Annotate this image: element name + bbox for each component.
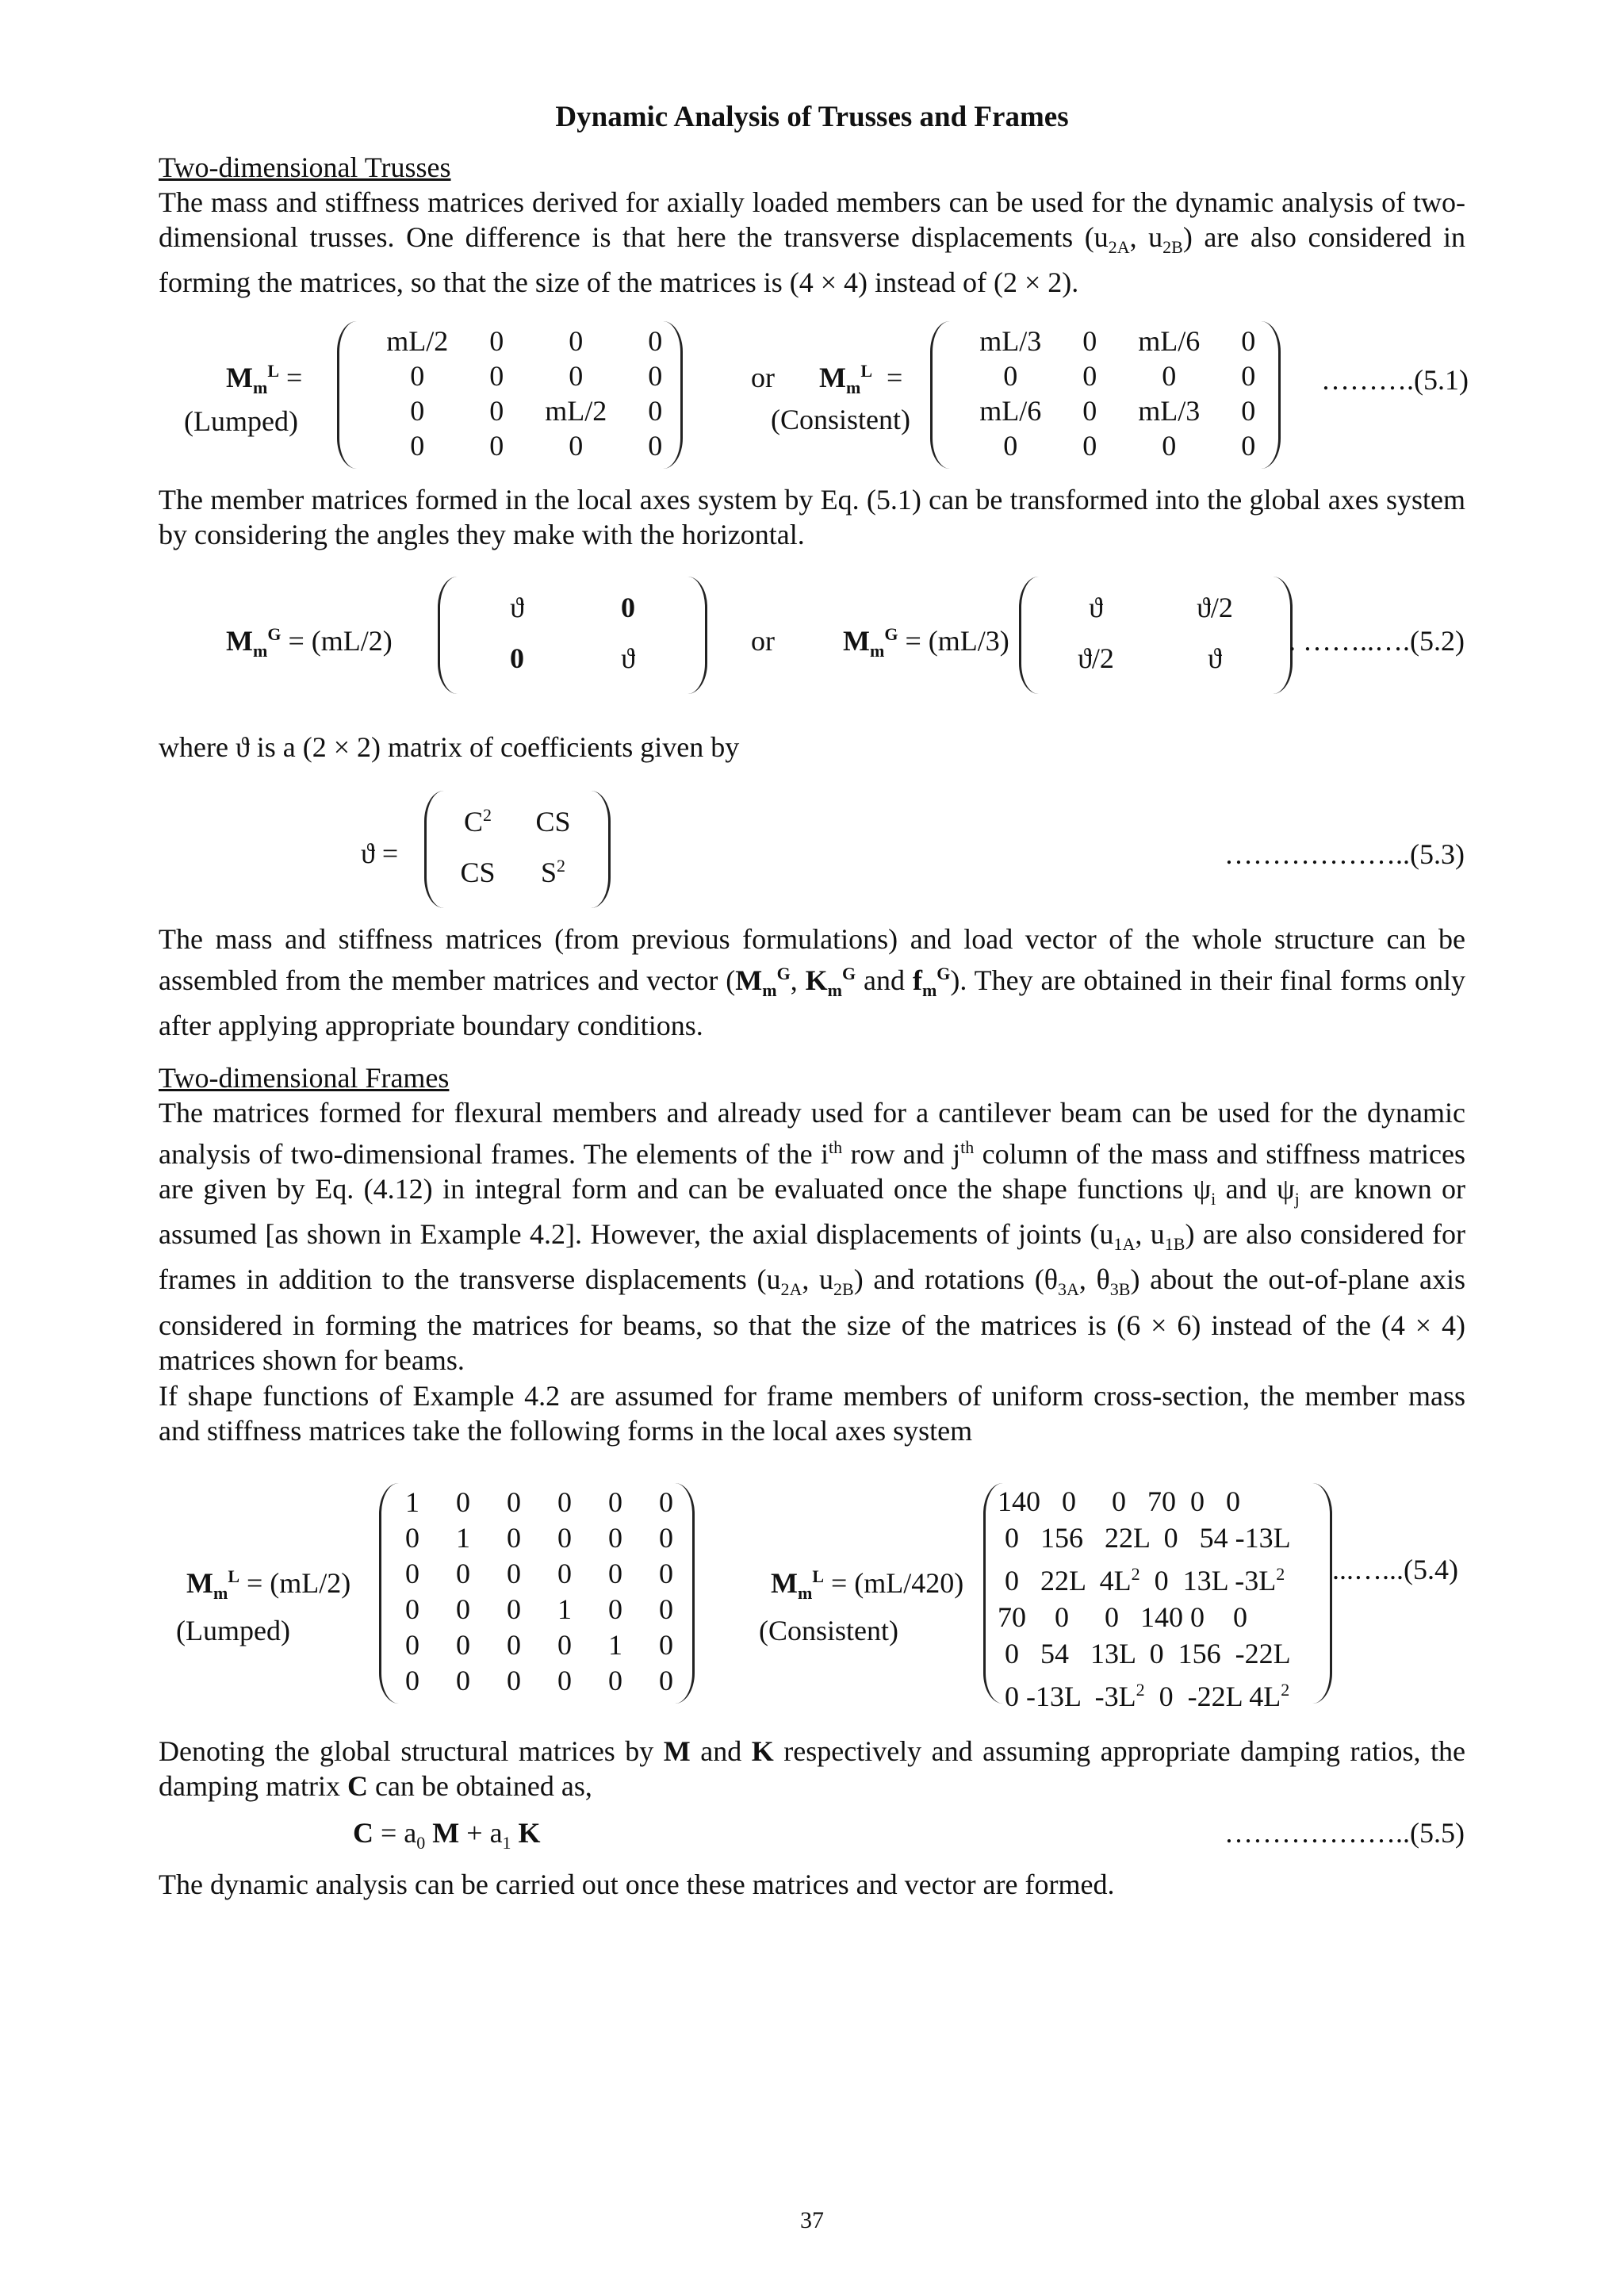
- matrix-cell: 0: [659, 1557, 673, 1589]
- right-bracket: [1261, 321, 1281, 469]
- matrix-cell: 0: [648, 430, 663, 462]
- matrix-cell: ϑ: [510, 592, 524, 624]
- matrix-row: [353, 324, 670, 359]
- eq52-number: . ……..….(5.2): [1289, 625, 1465, 657]
- eq51-label-lumped: (Lumped): [184, 405, 298, 437]
- matrix-cell: 0: [1082, 430, 1097, 462]
- matrix-row: 140 0 0 70 0 0: [998, 1485, 1240, 1517]
- matrix-cell: 1: [608, 1628, 622, 1661]
- matrix-cell: 0: [507, 1485, 521, 1518]
- matrix-cell: 1: [557, 1593, 572, 1625]
- eq54-label-consistent: (Consistent): [759, 1615, 898, 1646]
- eq55-expression: $C = a_0$ $M + a_1$ K: [353, 1817, 541, 1853]
- matrix-cell: ϑ: [621, 642, 635, 675]
- page-number: 37: [800, 2207, 824, 2233]
- matrix-row: [353, 429, 670, 464]
- matrix-cell: $S^2$: [540, 856, 566, 889]
- eq53-matrix: [424, 791, 611, 908]
- matrix-cell: 0: [1162, 360, 1177, 393]
- matrix-cell: 0: [405, 1628, 419, 1661]
- matrix-row: 0 -13L $-3L^2$ 0 -22L $4L^2$: [998, 1680, 1290, 1712]
- matrix-cell: 0: [456, 1485, 470, 1518]
- eq52-matrix-1: [438, 577, 707, 694]
- matrix-cell: 0: [608, 1664, 622, 1696]
- matrix-row: [353, 394, 670, 429]
- matrix-cell: 0: [621, 592, 635, 624]
- page-title: Dynamic Analysis of Trusses and Frames: [555, 101, 1069, 133]
- matrix-cell: 0: [659, 1485, 673, 1518]
- eq52-lhs-2: $M_m^G = (mL/3)$: [843, 624, 1009, 661]
- matrix-cell: 1: [456, 1521, 470, 1554]
- consistent-rows: [998, 1483, 1291, 1715]
- matrix-row: 70 0 0 140 0 0: [998, 1601, 1247, 1633]
- matrix-cell: 0: [456, 1628, 470, 1661]
- matrix-cell: mL/2: [545, 395, 607, 427]
- matrix-row: 0 156 22L 0 54 -13L: [998, 1522, 1291, 1554]
- matrix-cell: 0: [569, 325, 584, 358]
- matrix-cell: 0: [648, 360, 663, 393]
- eq51-number: ……….(5.1): [1321, 364, 1469, 396]
- matrix-cell: 0: [608, 1557, 622, 1589]
- matrix-cell: 0: [405, 1521, 419, 1554]
- matrix-row: 0 22L $4L^2$ 0 13L $-3L^2$: [998, 1564, 1285, 1596]
- trusses-intro-paragraph: The mass and stiffness matrices derived for axially loaded members can be used for the dynamic analysis of two-dimensional trusses. One difference is that here the transverse displacements ($u_{2A}$, $u_{2B}$) are also considered in forming the matrices, so that the size of the matrices is (4 × 4) instead of (2 × 2).: [159, 186, 1465, 299]
- matrix-cell: 0: [1241, 395, 1256, 427]
- eq54-lumped-matrix: [379, 1483, 695, 1704]
- matrix-cell: 0: [557, 1485, 572, 1518]
- matrix-cell: $C^2$: [463, 805, 492, 838]
- matrix-row: 0 54 13L 0 156 -22L: [998, 1638, 1291, 1669]
- matrix-cell: mL/6: [1138, 325, 1201, 358]
- matrix-row: [462, 634, 684, 684]
- matrix-cell: 0: [405, 1593, 419, 1625]
- matrix-cell: mL/6: [979, 395, 1042, 427]
- section-heading-frames: Two-dimensional Frames: [159, 1062, 450, 1094]
- matrix-cell: 0: [569, 430, 584, 462]
- matrix-cell: 0: [456, 1664, 470, 1696]
- matrix-cell: 0: [659, 1664, 673, 1696]
- matrix-cell: 0: [659, 1521, 673, 1554]
- closing-paragraph: The dynamic analysis can be carried out once these matrices and vector are formed.: [159, 1869, 1115, 1900]
- eq52-matrix-2: [1019, 577, 1293, 694]
- matrix-row: [387, 1663, 691, 1699]
- matrix-cell: CS: [535, 806, 571, 838]
- matrix-row: [387, 1520, 691, 1556]
- matrix-row: [387, 1592, 691, 1627]
- matrix-cell: 0: [648, 325, 663, 358]
- matrix-cell: 0: [557, 1557, 572, 1589]
- matrix-cell: 0: [410, 360, 425, 393]
- section-heading-trusses: Two-dimensional Trusses: [159, 151, 451, 183]
- matrix-row: [387, 1627, 691, 1663]
- matrix-cell: 0: [410, 430, 425, 462]
- matrix-row: [946, 359, 1263, 394]
- frames-intro-paragraph: The matrices formed for flexural members and already used for a cantilever beam can be used for the dynamic analysis of two-dimensional frames. The elements of the $i^{th}$ row and $j^{th}$ column of the mass and stiffness matrices are given by Eq. (4.12) in integral form and can be evaluated once the shape functions $\psi_i$ and $\psi_j$ are known or assumed [as shown in Example 4.2]. However, the axial displacements of joints ($u_{1A}$, $u_{1B}$) are also considered for frames in addition to the transverse displacements ($u_{2A}$, $u_{2B}$) and rotations ($\theta_{3A}$, $\theta_{3B}$) about the out-of-plane axis considered in forming the matrices for beams, so that the size of the matrices is (6 × 6) instead of the (4 × 4) matrices shown for beams.: [159, 1097, 1466, 1376]
- matrix-row: [462, 583, 684, 634]
- matrix-row: [946, 394, 1263, 429]
- matrix-cell: 1: [405, 1485, 419, 1518]
- assembly-paragraph: The mass and stiffness matrices (from previous formulations) and load vector of the whole structure can be assembled from the member matrices and vector ($M_m^G$, $K_m^G$ and $f_m^G$). They are obtained in their final forms only after applying appropriate boundary conditions.: [159, 923, 1465, 1042]
- matrix-cell: 0: [1241, 360, 1256, 393]
- matrix-cell: 0: [510, 642, 524, 675]
- eq53-lhs: ϑ =: [361, 838, 399, 869]
- matrix-row: [440, 797, 591, 848]
- matrix-cell: 0: [557, 1664, 572, 1696]
- eq52-or: or: [751, 625, 775, 657]
- right-bracket: [1312, 1483, 1332, 1704]
- theta-definition-text: where ϑ is a (2 × 2) matrix of coefficients given by: [159, 731, 740, 763]
- matrix-cell: 0: [1082, 360, 1097, 393]
- matrix-cell: ϑ: [1208, 642, 1222, 675]
- matrix-cell: CS: [460, 857, 496, 889]
- matrix-cell: ϑ/2: [1197, 592, 1233, 624]
- matrix-cell: 0: [507, 1593, 521, 1625]
- matrix-cell: 0: [557, 1521, 572, 1554]
- matrix-cell: 0: [405, 1664, 419, 1696]
- matrix-row: [946, 324, 1263, 359]
- right-bracket: [591, 791, 611, 908]
- matrix-cell: ϑ: [1089, 592, 1103, 624]
- eq51-consistent-matrix: [930, 321, 1281, 469]
- matrix-cell: 0: [410, 395, 425, 427]
- eq51-label-consistent: (Consistent): [771, 404, 910, 435]
- damping-paragraph: Denoting the global structural matrices by M and K respectively and assuming appropriate damping ratios, the damping matrix C can be obtained as,: [159, 1735, 1465, 1802]
- matrix-row: [353, 359, 670, 394]
- matrix-cell: 0: [557, 1628, 572, 1661]
- eq52-lhs-1: $M_m^G = (mL/2)$: [226, 624, 393, 661]
- matrix-cell: 0: [1082, 395, 1097, 427]
- matrix-cell: 0: [1082, 325, 1097, 358]
- matrix-cell: 0: [507, 1521, 521, 1554]
- matrix-cell: 0: [489, 360, 504, 393]
- matrix-cell: 0: [1003, 360, 1018, 393]
- matrix-cell: 0: [648, 395, 663, 427]
- shape-functions-paragraph: If shape functions of Example 4.2 are assumed for frame members of uniform cross-section, the member mass and stiffness matrices take the following forms in the local axes system: [159, 1380, 1465, 1447]
- matrix-cell: mL/3: [1138, 395, 1201, 427]
- matrix-cell: 0: [1003, 430, 1018, 462]
- eq54-lhs-consistent: $M_m^L = (mL/420)$: [771, 1566, 964, 1604]
- left-bracket: [438, 577, 458, 694]
- matrix-row: [946, 429, 1263, 464]
- matrix-cell: 0: [507, 1664, 521, 1696]
- matrix-cell: mL/2: [386, 325, 449, 358]
- eq54-consistent-matrix: [983, 1483, 1332, 1712]
- matrix-cell: 0: [608, 1521, 622, 1554]
- eq53-number: ………………..(5.3): [1224, 838, 1465, 870]
- eq51-lhs-lumped: $M_m^L$ =: [226, 361, 303, 398]
- eq51-lumped-matrix: [337, 321, 683, 469]
- matrix-cell: 0: [489, 430, 504, 462]
- matrix-row: [387, 1485, 691, 1520]
- matrix-row: [440, 848, 591, 899]
- matrix-row: [387, 1556, 691, 1592]
- matrix-cell: 0: [608, 1593, 622, 1625]
- eq51-or: or: [751, 362, 775, 393]
- matrix-cell: 0: [659, 1628, 673, 1661]
- matrix-cell: 0: [489, 395, 504, 427]
- eq54-lhs-lumped: $M_m^L = (mL/2)$: [186, 1566, 351, 1604]
- matrix-cell: 0: [507, 1557, 521, 1589]
- matrix-cell: 0: [489, 325, 504, 358]
- matrix-cell: 0: [1241, 325, 1256, 358]
- matrix-row: [1036, 583, 1274, 634]
- matrix-cell: ϑ/2: [1078, 642, 1114, 675]
- matrix-cell: mL/3: [979, 325, 1042, 358]
- matrix-cell: 0: [1241, 430, 1256, 462]
- eq55-number: ………………..(5.5): [1224, 1817, 1465, 1849]
- matrix-cell: 0: [659, 1593, 673, 1625]
- matrix-cell: 0: [456, 1593, 470, 1625]
- matrix-cell: 0: [608, 1485, 622, 1518]
- right-bracket: [688, 577, 707, 694]
- eq54-number: ...…...(5.4): [1332, 1554, 1458, 1585]
- matrix-cell: 0: [456, 1557, 470, 1589]
- matrix-cell: 0: [507, 1628, 521, 1661]
- eq51-lhs-consistent: $M_m^L$ =: [819, 361, 903, 398]
- matrix-row: [1036, 634, 1274, 684]
- matrix-cell: 0: [569, 360, 584, 393]
- transform-paragraph: The member matrices formed in the local axes system by Eq. (5.1) can be transformed into the global axes system by considering the angles they make with the horizontal.: [159, 484, 1465, 550]
- eq54-label-lumped: (Lumped): [176, 1615, 290, 1646]
- matrix-cell: 0: [1162, 430, 1177, 462]
- matrix-cell: 0: [405, 1557, 419, 1589]
